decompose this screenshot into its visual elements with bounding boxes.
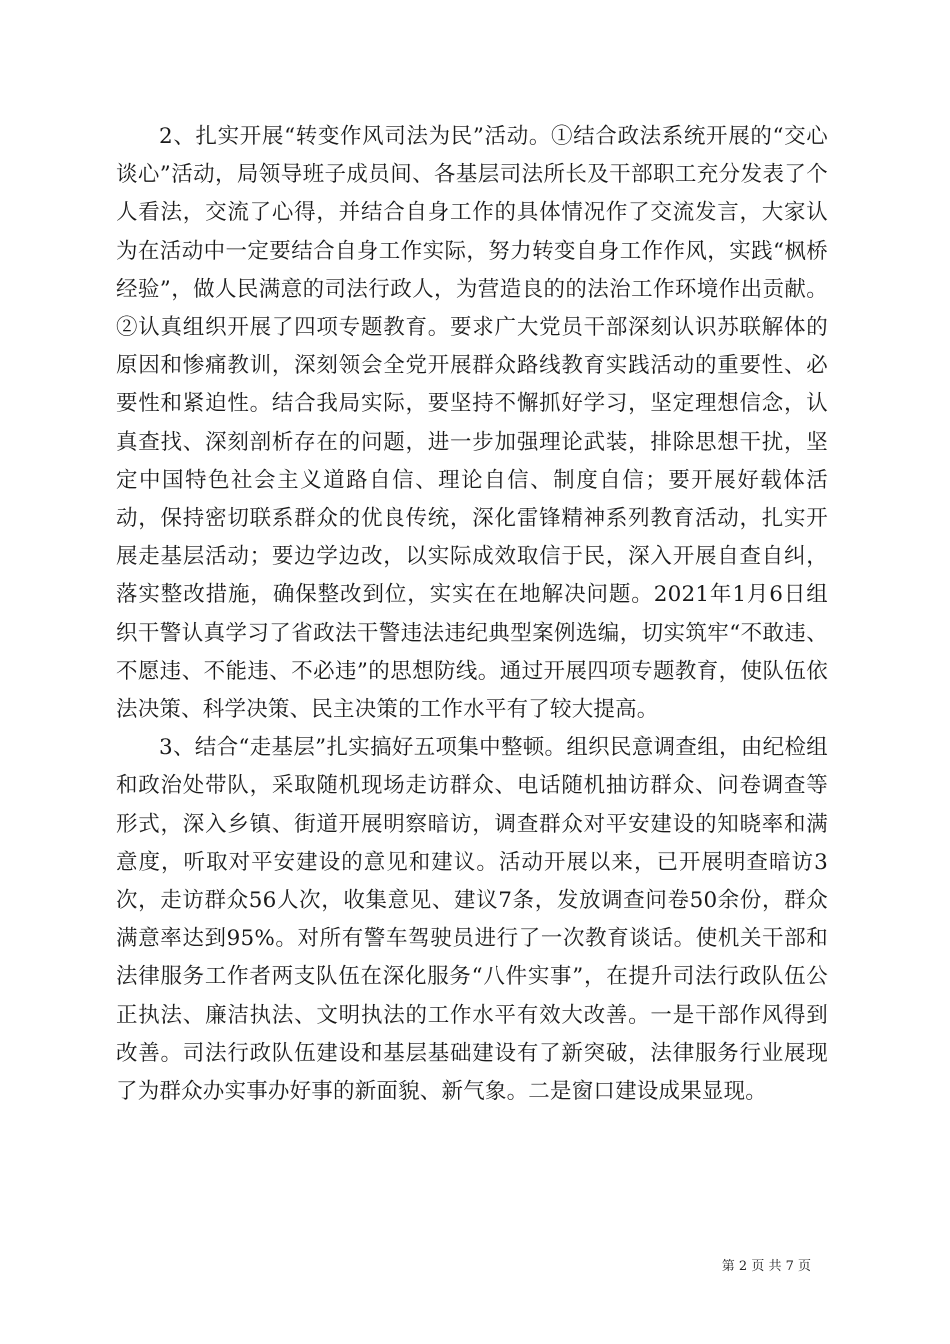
paragraph-item-3: 3、结合“走基层”扎实搞好五项集中整顿。组织民意调查组，由纪检组和政治处带队，采取随机现场走访群众、电话随机抽访群众、问卷调查等形式，深入乡镇、街道开展明察暗访，调查群众对平安建设的知晓率和满意度，听取对平安建设的意见和建议。活动开展以来，已开展明查暗访3次，走访群众56人次，收集意见、建议7条，发放调查问卷50余份，群众满意率达到95%。对所有警车驾驶员进行了一次教育谈话。使机关干部和法律服务工作者两支队伍在深化服务“八件实事”，在提升司法行政队伍公正执法、廉洁执法、文明执法的工作水平有效大改善。一是干部作风得到改善。司法行政队伍建设和基层基础建设有了新突破，法律服务行业展现了为群众办实事办好事的新面貌、新气象。二是窗口建设成果显现。 xyxy=(116,735,828,1105)
page-number-footer: 第 2 页 共 7 页 xyxy=(721,1259,811,1274)
document-body xyxy=(116,118,828,1111)
paragraph-item-2: 2、扎实开展“转变作风司法为民”活动。①结合政法系统开展的“交心谈心”活动，局领导班子成员间、各基层司法所长及干部职工充分发表了个人看法，交流了心得，并结合自身工作的具体情况作了交流发言，大家认为在活动中一定要结合自身工作实际，努力转变自身工作作风，实践“枫桥经验”，做人民满意的司法行政人，为营造良的的法治工作环境作出贡献。②认真组织开展了四项专题教育。要求广大党员干部深刻认识苏联解体的原因和惨痛教训，深刻领会全党开展群众路线教育实践活动的重要性、必要性和紧迫性。结合我局实际，要坚持不懈抓好学习，坚定理想信念，认真查找、深刻剖析存在的问题，进一步加强理论武装，排除思想干扰，坚定中国特色社会主义道路自信、理论自信、制度自信；要开展好载体活动，保持密切联系群众的优良传统，深化雷锋精神系列教育活动，扎实开展走基层活动；要边学边改，以实际成效取信于民，深入开展自查自纠，落实整改措施，确保整改到位，实实在在地解决问题。2021年1月6日组织干警认真学习了省政法干警违法违纪典型案例选编，切实筑牢“不敢违、不愿违、不能违、不必违”的思想防线。通过开展四项专题教育，使队伍依法决策、科学决策、民主决策的工作水平有了较大提高。 xyxy=(116,124,828,723)
